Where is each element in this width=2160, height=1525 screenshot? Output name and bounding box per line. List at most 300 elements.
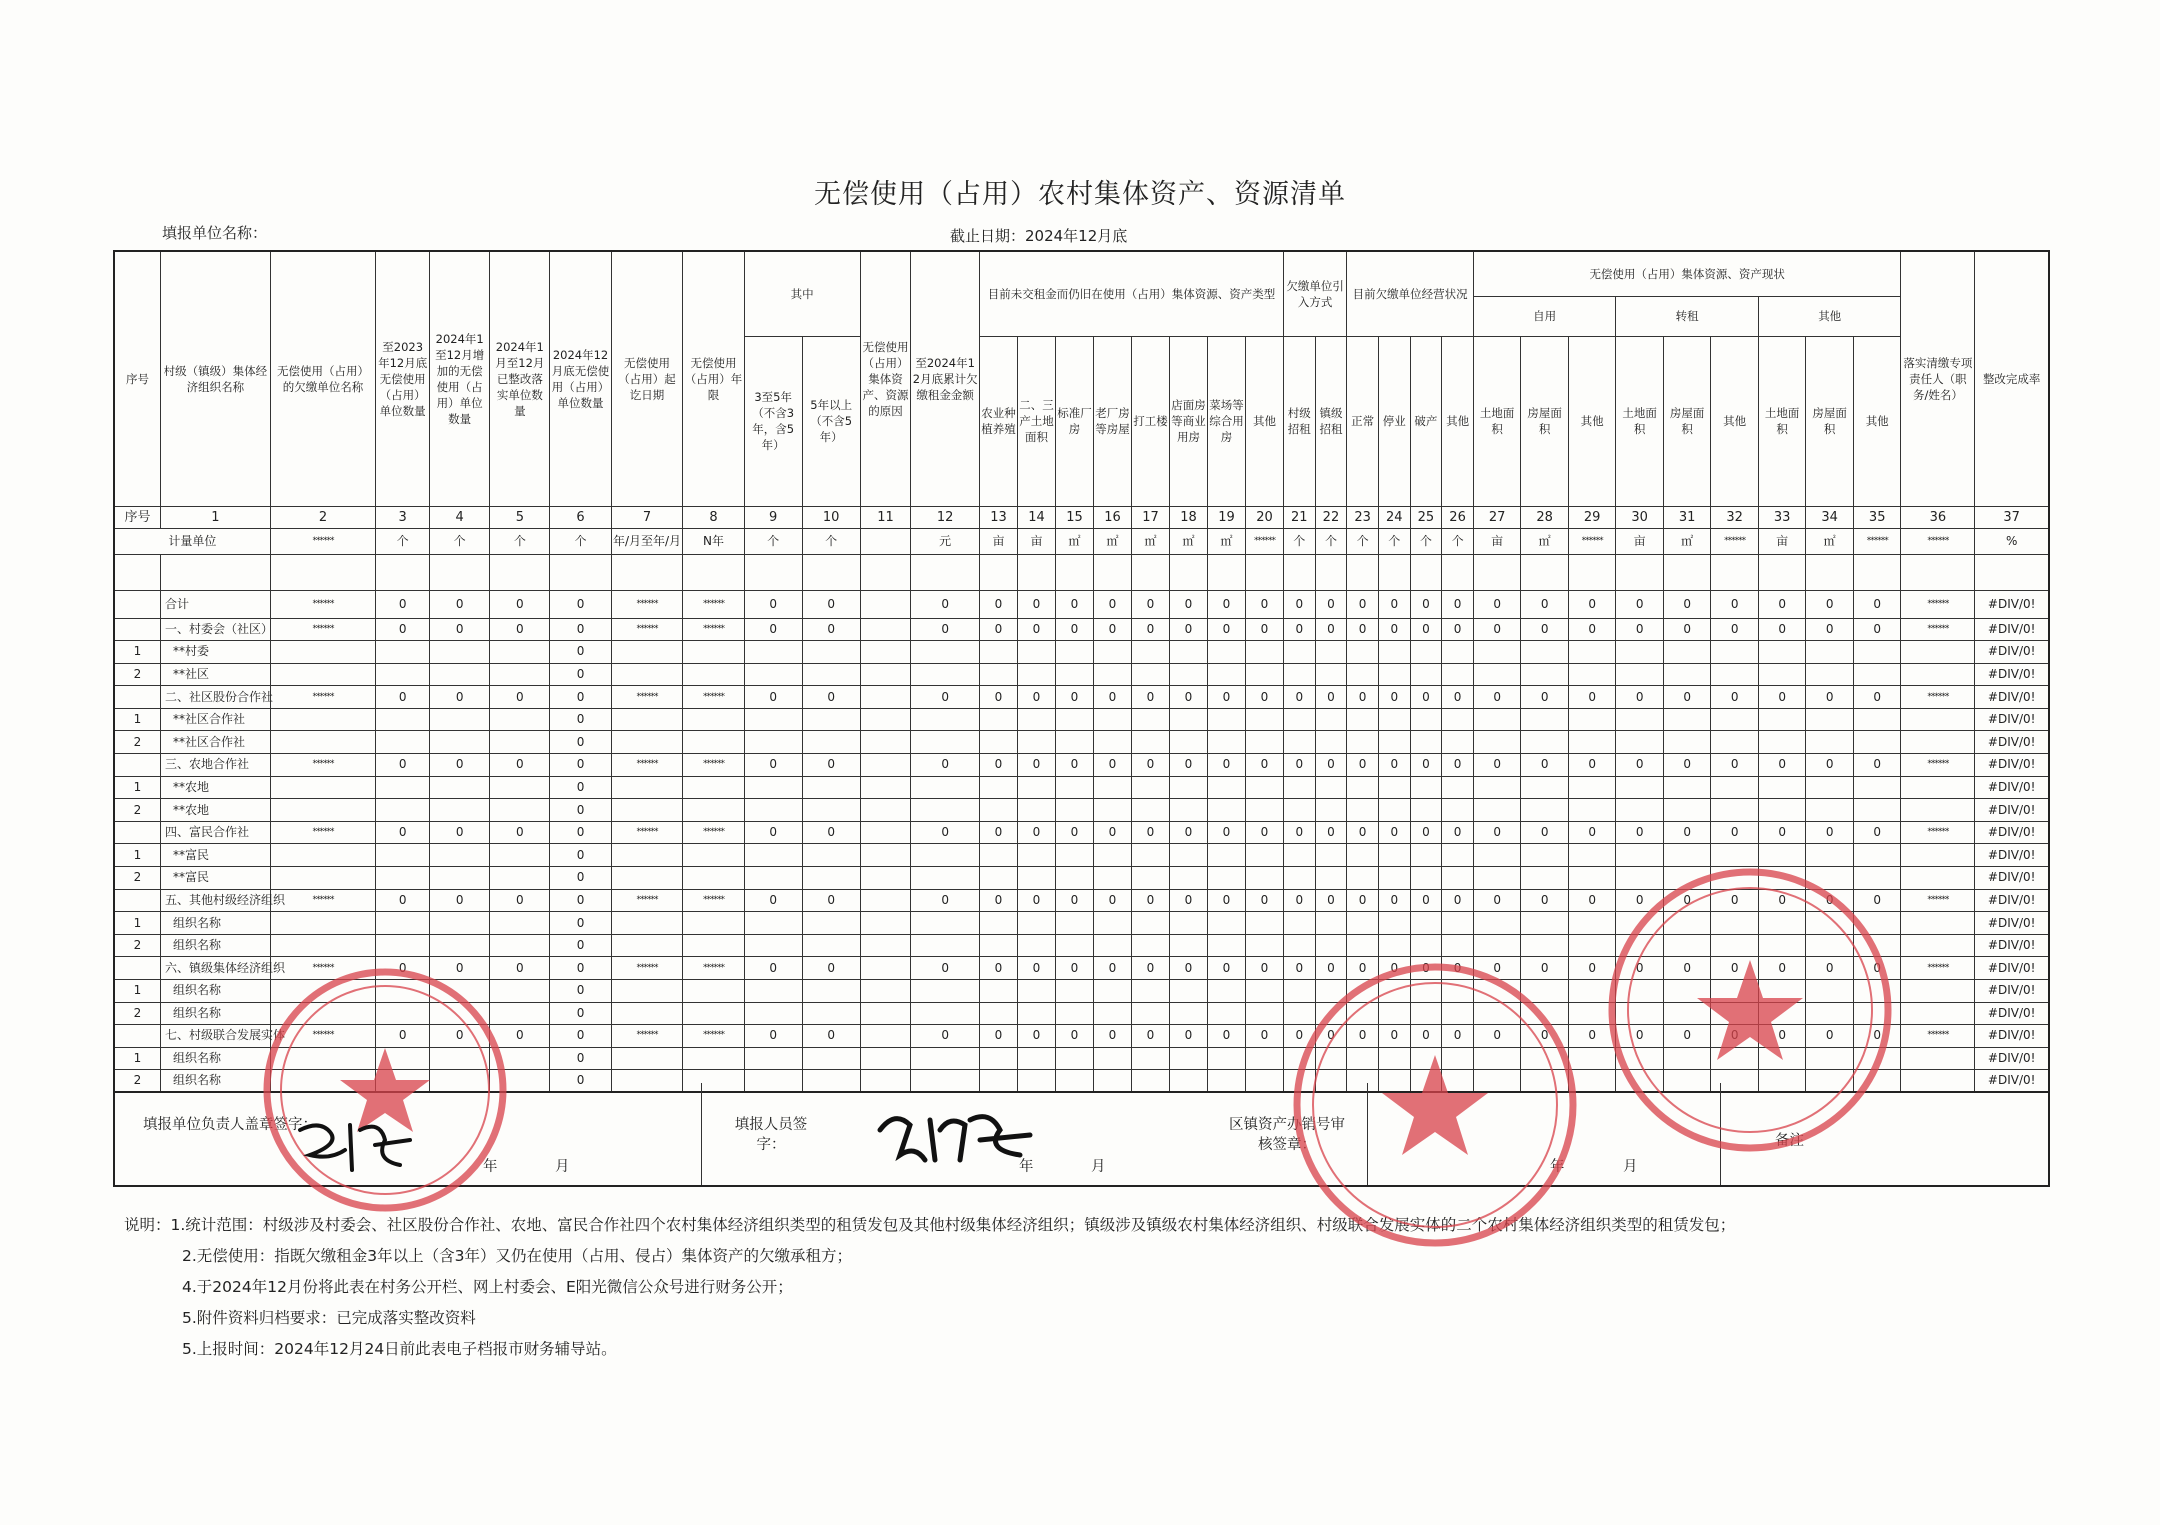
row-cell-15 bbox=[1055, 641, 1093, 664]
row-cell-2 bbox=[270, 844, 376, 867]
remark-label: 备注 bbox=[1775, 1133, 1804, 1149]
row-cell-15 bbox=[1055, 708, 1093, 731]
row-cell-15: 0 bbox=[1055, 821, 1093, 844]
row-cell-37: #DIV/0! bbox=[1975, 663, 2049, 686]
blank-cell bbox=[1853, 554, 1901, 590]
row-cell-18: 0 bbox=[1169, 590, 1207, 618]
col-number-21: 21 bbox=[1283, 506, 1315, 528]
blank-cell bbox=[1711, 554, 1759, 590]
row-cell-26: 0 bbox=[1442, 957, 1474, 980]
row-cell-25 bbox=[1410, 934, 1442, 957]
row-cell-33 bbox=[1758, 663, 1806, 686]
row-cell-21: 0 bbox=[1283, 957, 1315, 980]
row-cell-7 bbox=[611, 1002, 683, 1025]
row-cell-19 bbox=[1207, 844, 1245, 867]
hdr-group-9-10: 其中 bbox=[744, 251, 860, 336]
row-cell-32: 0 bbox=[1711, 686, 1759, 709]
blank-cell bbox=[1315, 554, 1347, 590]
row-cell-10 bbox=[802, 799, 860, 822]
hdr-c27: 土地面积 bbox=[1473, 336, 1521, 506]
row-cell-11 bbox=[860, 708, 911, 731]
row-cell-18 bbox=[1169, 912, 1207, 935]
row-cell-7 bbox=[611, 844, 683, 867]
unit-cell-16: ㎡ bbox=[1093, 528, 1131, 554]
unit-cell-33: 亩 bbox=[1758, 528, 1806, 554]
row-cell-18: 0 bbox=[1169, 821, 1207, 844]
blank-cell bbox=[611, 554, 683, 590]
row-cell-16 bbox=[1093, 1047, 1131, 1070]
row-cell-32 bbox=[1711, 708, 1759, 731]
row-cell-32 bbox=[1711, 641, 1759, 664]
col-number-10: 10 bbox=[802, 506, 860, 528]
hdr-sub-transfer: 转租 bbox=[1616, 296, 1759, 336]
row-cell-20: 0 bbox=[1245, 957, 1283, 980]
row-cell-28: 0 bbox=[1521, 590, 1569, 618]
blank-cell bbox=[1616, 554, 1664, 590]
unit-cell-31: ㎡ bbox=[1663, 528, 1711, 554]
row-cell-15: 0 bbox=[1055, 889, 1093, 912]
row-cell-23: 0 bbox=[1347, 686, 1379, 709]
row-cell-4 bbox=[430, 867, 490, 890]
row-cell-8 bbox=[683, 708, 744, 731]
row-cell-31: 0 bbox=[1663, 590, 1711, 618]
row-cell-13: 0 bbox=[979, 618, 1017, 641]
unit-cell-28: ㎡ bbox=[1521, 528, 1569, 554]
row-cell-11 bbox=[860, 1002, 911, 1025]
row-cell-18: 0 bbox=[1169, 754, 1207, 777]
row-cell-3 bbox=[376, 867, 430, 890]
row-cell-32 bbox=[1711, 776, 1759, 799]
sig-divider bbox=[701, 1083, 702, 1185]
row-cell-9: 0 bbox=[744, 754, 802, 777]
row-cell-22: 0 bbox=[1315, 754, 1347, 777]
row-cell-23 bbox=[1347, 799, 1379, 822]
row-seq bbox=[114, 754, 160, 777]
row-cell-12: 0 bbox=[911, 1025, 980, 1048]
row-cell-3 bbox=[376, 799, 430, 822]
hdr-c16: 老厂房等房屋 bbox=[1093, 336, 1131, 506]
row-cell-33: 0 bbox=[1758, 957, 1806, 980]
row-cell-17 bbox=[1131, 641, 1169, 664]
row-cell-8 bbox=[683, 912, 744, 935]
row-cell-3: 0 bbox=[376, 1025, 430, 1048]
row-cell-35: 0 bbox=[1853, 1025, 1901, 1048]
row-cell-11 bbox=[860, 799, 911, 822]
row-cell-37: #DIV/0! bbox=[1975, 821, 2049, 844]
unit-row-label: 计量单位 bbox=[114, 528, 270, 554]
row-cell-19: 0 bbox=[1207, 889, 1245, 912]
row-cell-31 bbox=[1663, 663, 1711, 686]
row-cell-6: 0 bbox=[550, 912, 611, 935]
row-cell-28 bbox=[1521, 663, 1569, 686]
row-cell-33: 0 bbox=[1758, 754, 1806, 777]
row-cell-14: 0 bbox=[1017, 821, 1055, 844]
col-number-1: 1 bbox=[160, 506, 270, 528]
row-cell-3: 0 bbox=[376, 821, 430, 844]
row-name: 七、村级联合发展实体 bbox=[160, 1025, 270, 1048]
row-cell-23: 0 bbox=[1347, 754, 1379, 777]
row-cell-10: 0 bbox=[802, 590, 860, 618]
row-cell-11 bbox=[860, 957, 911, 980]
blank-cell bbox=[860, 554, 911, 590]
row-cell-17 bbox=[1131, 1002, 1169, 1025]
row-cell-24 bbox=[1378, 641, 1410, 664]
row-cell-29: 0 bbox=[1568, 686, 1616, 709]
row-cell-36: ****** bbox=[1901, 754, 1975, 777]
row-cell-19 bbox=[1207, 1002, 1245, 1025]
row-cell-33: 0 bbox=[1758, 686, 1806, 709]
hdr-c28: 房屋面积 bbox=[1521, 336, 1569, 506]
row-cell-14 bbox=[1017, 776, 1055, 799]
row-cell-8 bbox=[683, 867, 744, 890]
row-cell-18 bbox=[1169, 844, 1207, 867]
row-cell-36: ****** bbox=[1901, 686, 1975, 709]
row-cell-35: 0 bbox=[1853, 590, 1901, 618]
row-seq: 2 bbox=[114, 799, 160, 822]
row-seq bbox=[114, 821, 160, 844]
row-cell-27 bbox=[1473, 844, 1521, 867]
row-cell-4 bbox=[430, 731, 490, 754]
row-seq: 1 bbox=[114, 980, 160, 1003]
row-cell-28: 0 bbox=[1521, 618, 1569, 641]
row-cell-6: 0 bbox=[550, 731, 611, 754]
row-cell-31 bbox=[1663, 776, 1711, 799]
hdr-c15: 标准厂房 bbox=[1055, 336, 1093, 506]
handwritten-signature bbox=[870, 1100, 1040, 1180]
row-cell-2 bbox=[270, 867, 376, 890]
unit-cell-23: 个 bbox=[1347, 528, 1379, 554]
hdr-c37: 整改完成率 bbox=[1975, 251, 2049, 506]
table-row bbox=[114, 821, 2049, 844]
row-cell-29: 0 bbox=[1568, 889, 1616, 912]
row-cell-10 bbox=[802, 934, 860, 957]
row-cell-18 bbox=[1169, 708, 1207, 731]
unit-cell-37: % bbox=[1975, 528, 2049, 554]
row-cell-17 bbox=[1131, 844, 1169, 867]
row-cell-9: 0 bbox=[744, 686, 802, 709]
table-row bbox=[114, 754, 2049, 777]
row-cell-16: 0 bbox=[1093, 1025, 1131, 1048]
row-cell-5: 0 bbox=[490, 618, 550, 641]
row-cell-6: 0 bbox=[550, 934, 611, 957]
reviewer-year: 年 bbox=[1550, 1159, 1565, 1175]
row-cell-12: 0 bbox=[911, 957, 980, 980]
blank-cell bbox=[1473, 554, 1521, 590]
row-cell-15 bbox=[1055, 980, 1093, 1003]
row-cell-10 bbox=[802, 731, 860, 754]
note-line: 说明：1.统计范围：村级涉及村委会、社区股份合作社、农地、富民合作社四个农村集体经济组织类型的租赁发包及其他村级集体经济组织；镇级涉及镇级农村集体经济组织、村级联合发展实体的二个农村集体经济组织类型的租赁发包； bbox=[124, 1216, 1736, 1234]
row-cell-13: 0 bbox=[979, 889, 1017, 912]
row-cell-27 bbox=[1473, 708, 1521, 731]
row-cell-37: #DIV/0! bbox=[1975, 1070, 2049, 1093]
col-number-11: 11 bbox=[860, 506, 911, 528]
unit-cell-2: ****** bbox=[270, 528, 376, 554]
row-cell-26: 0 bbox=[1442, 821, 1474, 844]
col-number-17: 17 bbox=[1131, 506, 1169, 528]
row-cell-30: 0 bbox=[1616, 1025, 1664, 1048]
unit-cell-4: 个 bbox=[430, 528, 490, 554]
blank-cell bbox=[683, 554, 744, 590]
row-cell-16: 0 bbox=[1093, 889, 1131, 912]
row-cell-27 bbox=[1473, 641, 1521, 664]
row-cell-28: 0 bbox=[1521, 889, 1569, 912]
red-seal-stamp bbox=[1600, 860, 1900, 1160]
row-cell-28: 0 bbox=[1521, 686, 1569, 709]
row-cell-33: 0 bbox=[1758, 821, 1806, 844]
row-cell-20 bbox=[1245, 912, 1283, 935]
row-cell-13 bbox=[979, 641, 1017, 664]
row-cell-8: ****** bbox=[683, 754, 744, 777]
blank-cell bbox=[1410, 554, 1442, 590]
row-cell-20 bbox=[1245, 934, 1283, 957]
row-cell-20 bbox=[1245, 844, 1283, 867]
blank-cell bbox=[744, 554, 802, 590]
row-cell-15: 0 bbox=[1055, 686, 1093, 709]
row-cell-16 bbox=[1093, 799, 1131, 822]
row-cell-12: 0 bbox=[911, 889, 980, 912]
row-cell-12: 0 bbox=[911, 686, 980, 709]
row-cell-13 bbox=[979, 934, 1017, 957]
hdr-c22: 镇级招租 bbox=[1315, 336, 1347, 506]
row-cell-2 bbox=[270, 708, 376, 731]
row-cell-26 bbox=[1442, 867, 1474, 890]
row-cell-21 bbox=[1283, 912, 1315, 935]
blank-cell bbox=[1347, 554, 1379, 590]
row-cell-24 bbox=[1378, 799, 1410, 822]
row-cell-21: 0 bbox=[1283, 590, 1315, 618]
row-cell-29 bbox=[1568, 641, 1616, 664]
row-cell-3 bbox=[376, 663, 430, 686]
blank-cell bbox=[1442, 554, 1474, 590]
row-cell-35: 0 bbox=[1853, 754, 1901, 777]
hdr-c19: 菜场等综合用房 bbox=[1207, 336, 1245, 506]
row-cell-37: #DIV/0! bbox=[1975, 934, 2049, 957]
row-cell-33 bbox=[1758, 799, 1806, 822]
row-cell-35 bbox=[1853, 663, 1901, 686]
row-cell-12: 0 bbox=[911, 821, 980, 844]
row-cell-31: 0 bbox=[1663, 618, 1711, 641]
row-cell-22 bbox=[1315, 844, 1347, 867]
row-cell-24: 0 bbox=[1378, 957, 1410, 980]
row-cell-14: 0 bbox=[1017, 754, 1055, 777]
row-seq bbox=[114, 889, 160, 912]
row-cell-33: 0 bbox=[1758, 1025, 1806, 1048]
row-cell-4: 0 bbox=[430, 590, 490, 618]
row-cell-20 bbox=[1245, 731, 1283, 754]
hdr-c8: 无偿使用（占用）年限 bbox=[683, 251, 744, 506]
row-cell-14: 0 bbox=[1017, 618, 1055, 641]
row-cell-14 bbox=[1017, 980, 1055, 1003]
col-number-30: 30 bbox=[1616, 506, 1664, 528]
row-cell-6: 0 bbox=[550, 821, 611, 844]
row-cell-29 bbox=[1568, 799, 1616, 822]
row-cell-16 bbox=[1093, 776, 1131, 799]
row-cell-34: 0 bbox=[1806, 590, 1854, 618]
row-cell-36: ****** bbox=[1901, 889, 1975, 912]
row-cell-34 bbox=[1806, 708, 1854, 731]
row-cell-17: 0 bbox=[1131, 1025, 1169, 1048]
handwritten-signature bbox=[290, 1110, 420, 1190]
unit-cell-14: 亩 bbox=[1017, 528, 1055, 554]
row-cell-30 bbox=[1616, 776, 1664, 799]
row-cell-9 bbox=[744, 934, 802, 957]
row-cell-30: 0 bbox=[1616, 590, 1664, 618]
row-cell-8 bbox=[683, 1002, 744, 1025]
row-cell-26: 0 bbox=[1442, 590, 1474, 618]
row-cell-32: 0 bbox=[1711, 590, 1759, 618]
row-cell-5 bbox=[490, 934, 550, 957]
row-cell-20: 0 bbox=[1245, 590, 1283, 618]
reviewer-month: 月 bbox=[1623, 1159, 1638, 1175]
row-cell-17: 0 bbox=[1131, 590, 1169, 618]
row-cell-19 bbox=[1207, 731, 1245, 754]
row-cell-6: 0 bbox=[550, 844, 611, 867]
row-cell-12 bbox=[911, 708, 980, 731]
unit-cell-15: ㎡ bbox=[1055, 528, 1093, 554]
row-cell-20 bbox=[1245, 980, 1283, 1003]
row-cell-20 bbox=[1245, 867, 1283, 890]
row-cell-15: 0 bbox=[1055, 618, 1093, 641]
row-cell-2 bbox=[270, 912, 376, 935]
blank-cell bbox=[1901, 554, 1975, 590]
unit-cell-8: N年 bbox=[683, 528, 744, 554]
row-cell-21: 0 bbox=[1283, 754, 1315, 777]
row-cell-31 bbox=[1663, 731, 1711, 754]
col-number-19: 19 bbox=[1207, 506, 1245, 528]
row-cell-4: 0 bbox=[430, 618, 490, 641]
row-cell-11 bbox=[860, 731, 911, 754]
row-cell-12: 0 bbox=[911, 754, 980, 777]
row-cell-36: ****** bbox=[1901, 590, 1975, 618]
hdr-c4: 2024年1至12月增加的无偿使用（占用）单位数量 bbox=[430, 251, 490, 506]
row-cell-30: 0 bbox=[1616, 957, 1664, 980]
row-cell-21: 0 bbox=[1283, 889, 1315, 912]
row-cell-6: 0 bbox=[550, 776, 611, 799]
row-cell-4 bbox=[430, 708, 490, 731]
row-cell-34: 0 bbox=[1806, 1025, 1854, 1048]
blank-cell bbox=[911, 554, 980, 590]
row-cell-14 bbox=[1017, 799, 1055, 822]
row-cell-23 bbox=[1347, 731, 1379, 754]
row-cell-13 bbox=[979, 663, 1017, 686]
row-cell-30: 0 bbox=[1616, 821, 1664, 844]
row-cell-15 bbox=[1055, 867, 1093, 890]
row-cell-6: 0 bbox=[550, 1002, 611, 1025]
row-cell-10 bbox=[802, 663, 860, 686]
row-cell-21: 0 bbox=[1283, 618, 1315, 641]
hdr-c34: 房屋面积 bbox=[1806, 336, 1854, 506]
blank-cell bbox=[1663, 554, 1711, 590]
row-cell-4 bbox=[430, 663, 490, 686]
row-cell-24 bbox=[1378, 867, 1410, 890]
unit-cell-12: 元 bbox=[911, 528, 980, 554]
row-cell-13 bbox=[979, 708, 1017, 731]
row-cell-15 bbox=[1055, 934, 1093, 957]
row-cell-25 bbox=[1410, 776, 1442, 799]
row-cell-9 bbox=[744, 799, 802, 822]
table-row bbox=[114, 708, 2049, 731]
row-cell-14 bbox=[1017, 844, 1055, 867]
row-cell-23: 0 bbox=[1347, 1025, 1379, 1048]
row-cell-13 bbox=[979, 980, 1017, 1003]
row-cell-7 bbox=[611, 799, 683, 822]
row-cell-37: #DIV/0! bbox=[1975, 731, 2049, 754]
row-cell-27: 0 bbox=[1473, 590, 1521, 618]
row-cell-33: 0 bbox=[1758, 590, 1806, 618]
row-name: 四、富民合作社 bbox=[160, 821, 270, 844]
row-cell-23: 0 bbox=[1347, 957, 1379, 980]
row-cell-36 bbox=[1901, 934, 1975, 957]
row-name: 组织名称 bbox=[160, 912, 270, 935]
row-seq bbox=[114, 590, 160, 618]
row-cell-15 bbox=[1055, 1002, 1093, 1025]
row-cell-25 bbox=[1410, 912, 1442, 935]
row-cell-3 bbox=[376, 641, 430, 664]
row-cell-4: 0 bbox=[430, 821, 490, 844]
row-cell-2 bbox=[270, 934, 376, 957]
row-name: 组织名称 bbox=[160, 1002, 270, 1025]
hdr-group-23-26: 目前欠缴单位经营状况 bbox=[1347, 251, 1474, 336]
blank-cell bbox=[1245, 554, 1283, 590]
hdr-seq: 序号 bbox=[114, 251, 160, 506]
row-cell-17 bbox=[1131, 799, 1169, 822]
row-cell-36 bbox=[1901, 731, 1975, 754]
blank-cell bbox=[160, 554, 270, 590]
row-seq bbox=[114, 618, 160, 641]
row-cell-31: 0 bbox=[1663, 889, 1711, 912]
row-cell-29: 0 bbox=[1568, 821, 1616, 844]
row-cell-25 bbox=[1410, 799, 1442, 822]
row-cell-13: 0 bbox=[979, 1025, 1017, 1048]
row-name: **村委 bbox=[160, 641, 270, 664]
row-cell-16 bbox=[1093, 867, 1131, 890]
row-cell-34: 0 bbox=[1806, 754, 1854, 777]
row-cell-18: 0 bbox=[1169, 686, 1207, 709]
row-cell-25: 0 bbox=[1410, 590, 1442, 618]
row-cell-17 bbox=[1131, 867, 1169, 890]
row-cell-17 bbox=[1131, 912, 1169, 935]
filler-year: 年 bbox=[1019, 1159, 1034, 1175]
row-cell-28 bbox=[1521, 912, 1569, 935]
row-cell-5 bbox=[490, 799, 550, 822]
row-cell-36 bbox=[1901, 708, 1975, 731]
row-cell-6: 0 bbox=[550, 1025, 611, 1048]
row-cell-22: 0 bbox=[1315, 1025, 1347, 1048]
unit-cell-19: ㎡ bbox=[1207, 528, 1245, 554]
unit-cell-29: ****** bbox=[1568, 528, 1616, 554]
row-cell-33: 0 bbox=[1758, 618, 1806, 641]
row-cell-18 bbox=[1169, 799, 1207, 822]
row-cell-33 bbox=[1758, 776, 1806, 799]
row-cell-5 bbox=[490, 663, 550, 686]
row-cell-12: 0 bbox=[911, 618, 980, 641]
row-cell-18: 0 bbox=[1169, 618, 1207, 641]
row-cell-9: 0 bbox=[744, 957, 802, 980]
row-name: **富民 bbox=[160, 867, 270, 890]
row-cell-16: 0 bbox=[1093, 686, 1131, 709]
row-cell-37: #DIV/0! bbox=[1975, 1002, 2049, 1025]
row-cell-31 bbox=[1663, 641, 1711, 664]
row-cell-21 bbox=[1283, 934, 1315, 957]
col-number-18: 18 bbox=[1169, 506, 1207, 528]
unit-cell-30: 亩 bbox=[1616, 528, 1664, 554]
row-cell-36: ****** bbox=[1901, 821, 1975, 844]
row-cell-14: 0 bbox=[1017, 686, 1055, 709]
row-cell-29 bbox=[1568, 663, 1616, 686]
row-cell-11 bbox=[860, 776, 911, 799]
row-cell-25 bbox=[1410, 844, 1442, 867]
row-cell-10 bbox=[802, 1002, 860, 1025]
